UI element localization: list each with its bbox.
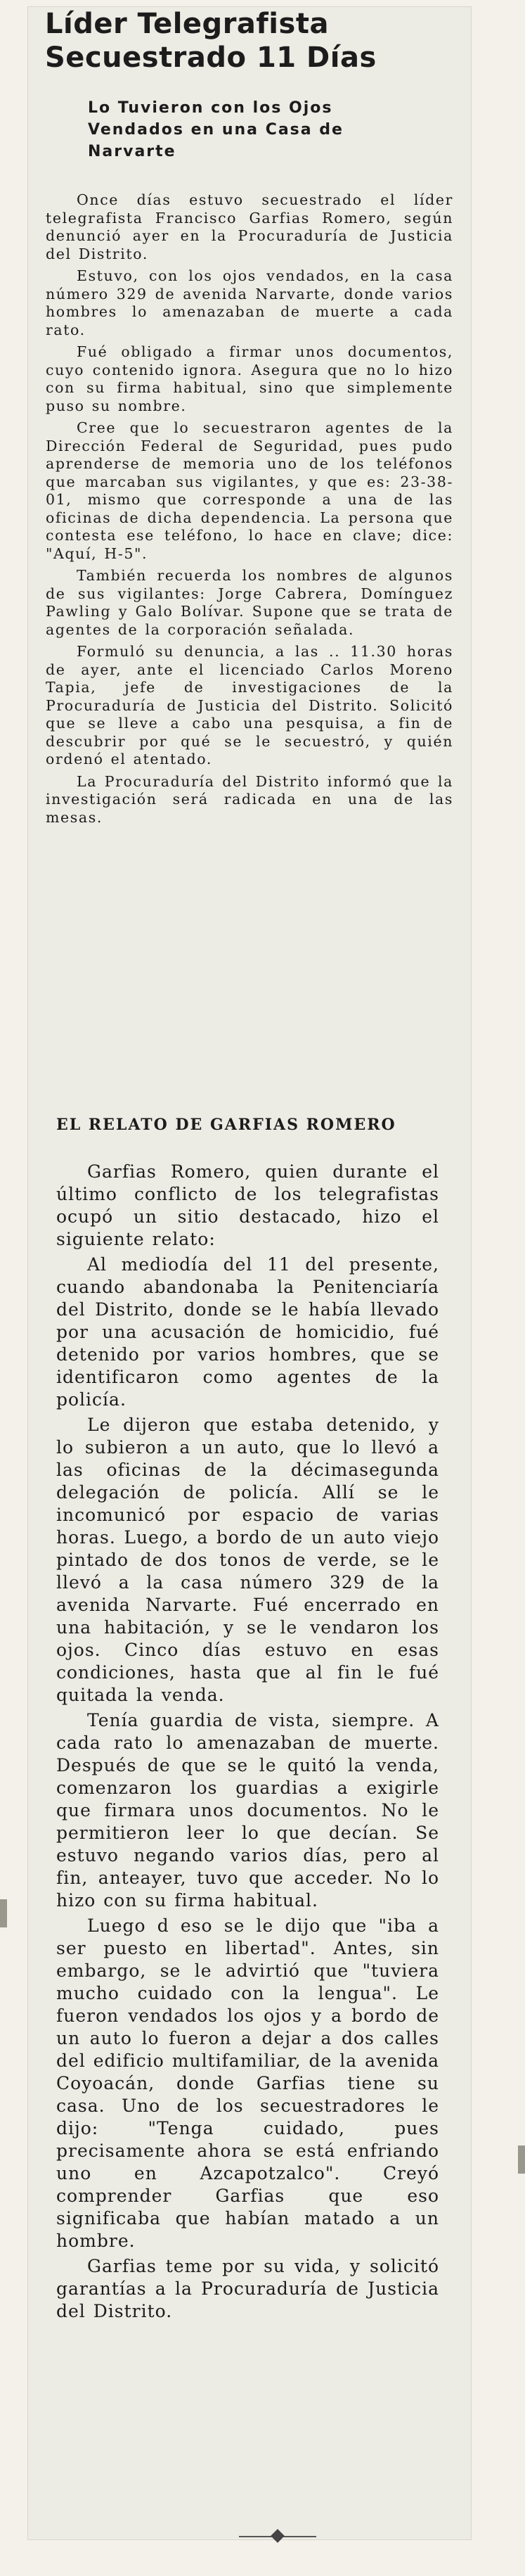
paragraph: Cree que lo secuestraron agentes de la Dirección Federal de Seguridad, pues pudo aprenderse de memoria uno de los teléfonos que marcaban sus vigilantes, y que es: 23-38-01, mismo que corresponde a una de las oficinas de dicha dependencia. La persona que contesta ese teléfono, lo hace en clave; dice: "Aquí, H-5". <box>46 419 453 562</box>
article-body-top <box>46 191 453 831</box>
paragraph: También recuerda los nombres de algunos de sus vigilantes: Jorge Cabrera, Domínguez Pawling y Galo Bolívar. Supone que se trata de agentes de la corporación señalada. <box>46 567 453 638</box>
subheadline: Lo Tuvieron con los Ojos Vendados en una Casa de Narvarte <box>88 99 344 160</box>
scan-edge-mark <box>518 2145 525 2174</box>
paragraph: Estuvo, con los ojos vendados, en la casa número 329 de avenida Narvarte, donde varios hombres lo amenazaban de muerte a cada rato. <box>46 267 453 338</box>
headline: Líder Telegrafista Secuestrado 11 Días <box>45 8 377 74</box>
paragraph: Once días estuvo secuestrado el líder telegrafista Francisco Garfias Romero, según denunció ayer en la Procuraduría de Justicia del Distrito. <box>46 191 453 262</box>
paragraph: Luego d eso se le dijo que "iba a ser puesto en libertad". Antes, sin embargo, se le advirtió que "tuviera mucho cuidado con la lengua". Le fueron vendados los ojos y a bordo de un auto lo fueron a dejar a dos calles del edificio multifamiliar, de la avenida Coyoacán, donde Garfias tiene su casa. Uno de los secuestradores le dijo: "Tenga cuidado, pues precisamente ahora se está enfriando uno en Azcapotzalco". Creyó comprender Garfias que eso significaba que habían matado a un hombre. <box>56 1915 439 2251</box>
paragraph: La Procuraduría del Distrito informó que la investigación será radicada en una de las mesas. <box>46 772 453 826</box>
paragraph: Garfias teme por su vida, y solicitó garantías a la Procuraduría de Justicia del Distrito. <box>56 2256 439 2321</box>
paragraph: Garfias Romero, quien durante el último conflicto de los telegrafistas ocupó un sitio destacado, hizo el siguiente relato: <box>56 1161 439 1249</box>
section-heading: EL RELATO DE GARFIAS ROMERO <box>56 1116 396 1134</box>
newspaper-clipping <box>28 7 471 2539</box>
article-body-bottom <box>56 1161 439 2326</box>
paragraph: Fué obligado a firmar unos documentos, cuyo contenido ignora. Asegura que no lo hizo con su firma habitual, sino que simplemente puso su nombre. <box>46 343 453 414</box>
paragraph: Le dijeron que estaba detenido, y lo subieron a un auto, que lo llevó a las oficinas de la décimasegunda delegación de policía. Allí se le incomunicó por espacio de varias horas. Luego, a bordo de un auto viejo pintado de dos tonos de verde, se le llevó a la casa número 329 de la avenida Narvarte. Fué encerrado en una habitación, y se le vendaron los ojos. Cinco días estuvo en esas condiciones, hasta que al fin le fué quitada la venda. <box>56 1415 439 1705</box>
end-ornament <box>271 2529 285 2543</box>
scan-edge-mark <box>0 1899 7 1927</box>
paragraph: Al mediodía del 11 del presente, cuando abandonaba la Penitenciaría del Distrito, donde se le había llevado por una acusación de homicidio, fué detenido por varios hombres, que se identificaron como agentes de la policía. <box>56 1254 439 1410</box>
paragraph: Formuló su denuncia, a las .. 11.30 horas de ayer, ante el licenciado Carlos Moreno Tapia, jefe de investigaciones de la Procuraduría de Justicia del Distrito. Solicitó que se lleve a cabo una pesquisa, a fin de descubrir por qué se le secuestró, y quién ordenó el atentado. <box>46 643 453 767</box>
paragraph: Tenía guardia de vista, siempre. A cada rato lo amenazaban de muerte. Después de que se le quitó la venda, comenzaron los guardias a exigirle que firmara unos documentos. No le permitieron leer lo que decían. Se estuvo negando varios días, pero al fin, anteayer, tuvo que acceder. No lo hizo con su firma habitual. <box>56 1710 439 1911</box>
